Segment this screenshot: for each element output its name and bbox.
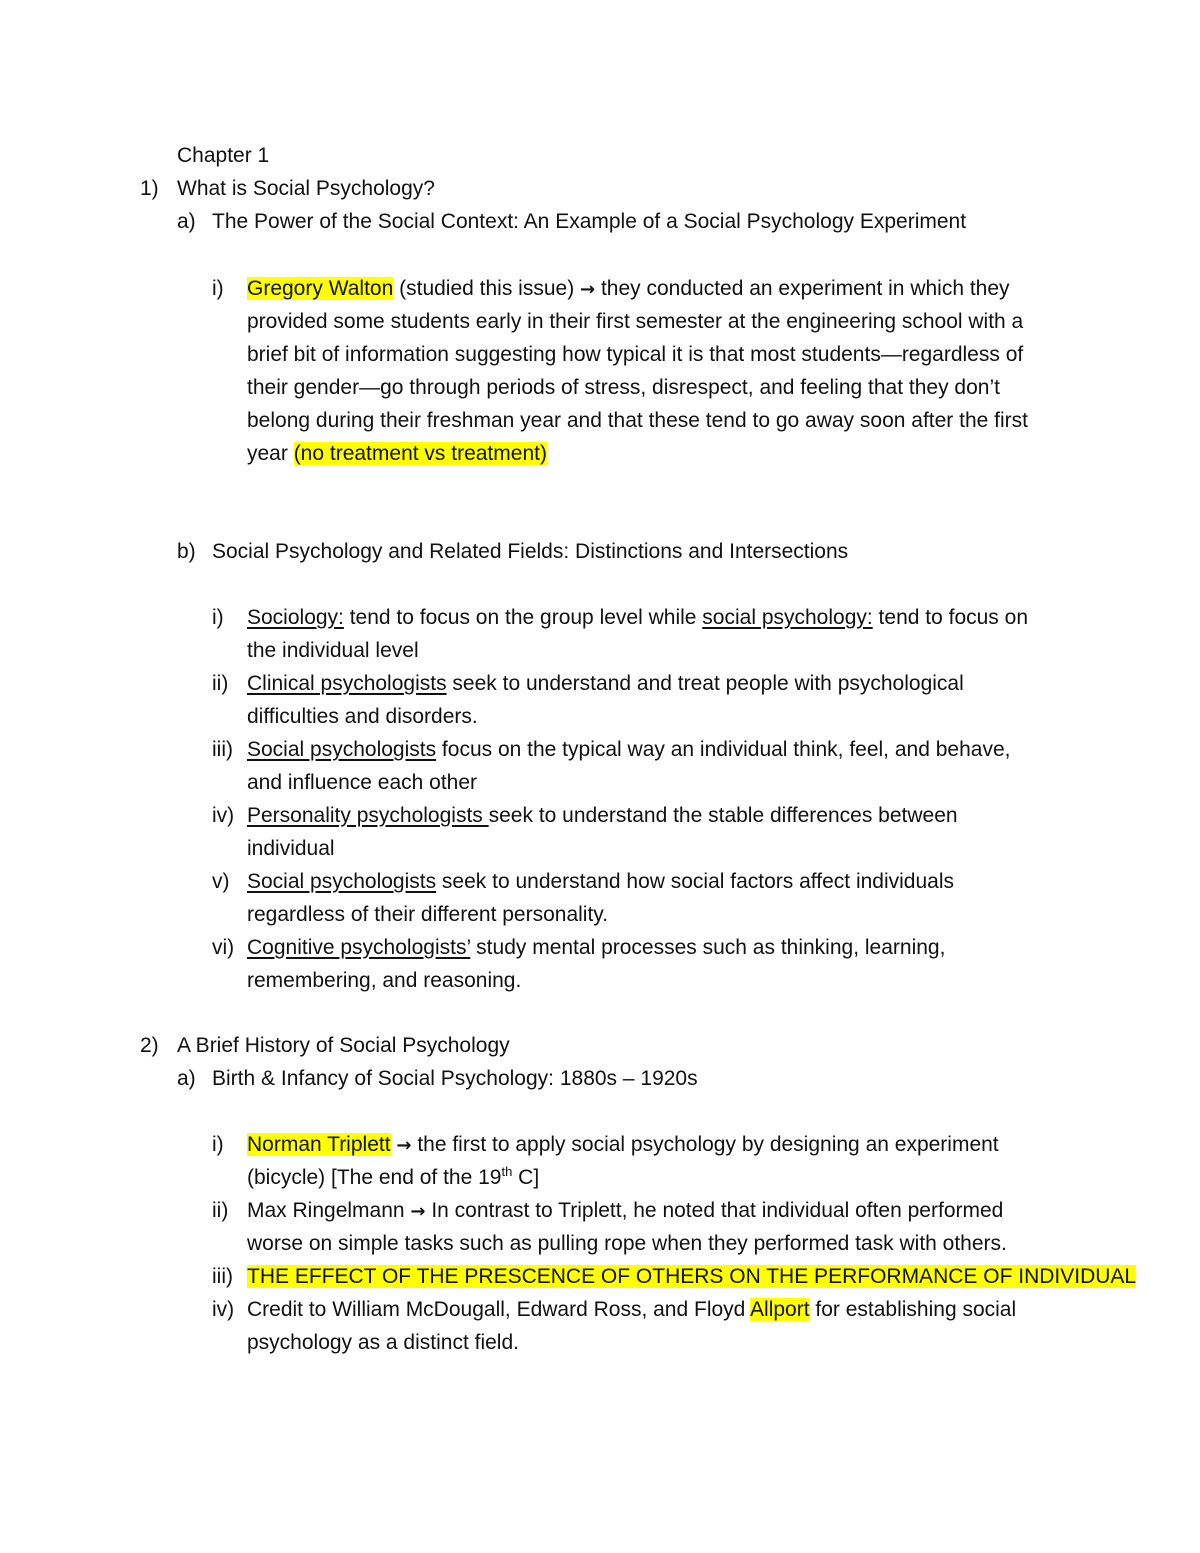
item-1a-i-line3: brief bit of information suggesting how typical it is that most students—regardless of xyxy=(247,343,1024,366)
highlight-gregory-walton: Gregory Walton xyxy=(247,277,394,300)
item-2a-iii-marker: iii) xyxy=(212,1265,233,1288)
item-1b-v-line2: regardless of their different personality. xyxy=(247,903,609,926)
item-1b-iii-marker: iii) xyxy=(212,738,233,761)
item-text: Max Ringelmann xyxy=(247,1199,411,1222)
item-1b-iv-marker: iv) xyxy=(212,804,235,827)
item-1b-vi-line1 xyxy=(247,933,945,963)
item-text: they conducted an experiment in which they xyxy=(595,277,1010,300)
item-2a-iv-line1 xyxy=(247,1295,1016,1325)
superscript: th xyxy=(501,1164,513,1179)
underlined-term: social psychology: xyxy=(702,606,873,629)
item-text: year xyxy=(247,442,294,465)
item-text: the first to apply social psychology by designing an experiment xyxy=(411,1133,999,1156)
item-1b-iv-line1 xyxy=(247,801,958,831)
item-2a-ii-line2: worse on simple tasks such as pulling rope when they performed task with others. xyxy=(247,1232,1007,1255)
item-text: seek to understand and treat people with psychological xyxy=(446,672,964,695)
underlined-term: Social psychologists xyxy=(247,738,437,761)
arrow-icon: → xyxy=(580,279,596,300)
item-1b-iii-line1 xyxy=(247,735,1010,765)
section-2-number: 2) xyxy=(140,1034,159,1057)
item-1b-ii-line2: difficulties and disorders. xyxy=(247,705,478,728)
item-text: seek to understand the stable differences between xyxy=(488,804,958,827)
arrow-icon: → xyxy=(410,1201,426,1222)
chapter-heading: Chapter 1 xyxy=(177,144,270,167)
item-2a-i-line2 xyxy=(247,1163,539,1193)
highlight-allport: Allport xyxy=(750,1298,810,1321)
item-1a-i-line6 xyxy=(247,439,547,469)
item-text: tend to focus on the group level while xyxy=(343,606,703,629)
underlined-term: Personality psychologists xyxy=(247,804,489,827)
arrow-icon: → xyxy=(396,1135,412,1156)
item-2a-i-line1 xyxy=(247,1130,999,1161)
item-1a-i-line5: belong during their freshman year and that these tend to go away soon after the first xyxy=(247,409,1028,432)
underlined-term: Clinical psychologists xyxy=(247,672,447,695)
item-2a-iii-line1 xyxy=(247,1262,1136,1292)
item-2a-ii-line1 xyxy=(247,1196,1003,1227)
section-2-title: A Brief History of Social Psychology xyxy=(177,1034,510,1057)
item-1b-ii-marker: ii) xyxy=(212,672,229,695)
item-1b-vi-marker: vi) xyxy=(212,936,235,959)
subsection-1a-marker: a) xyxy=(177,210,196,233)
underlined-term: Social psychologists xyxy=(247,870,437,893)
item-text: tend to focus on xyxy=(872,606,1028,629)
highlight-treatment: (no treatment vs treatment) xyxy=(293,442,547,465)
item-text: study mental processes such as thinking, learning, xyxy=(470,936,946,959)
item-text: (studied this issue) xyxy=(393,277,581,300)
item-1b-i-line2: the individual level xyxy=(247,639,419,662)
underlined-term: Sociology: xyxy=(247,606,344,629)
item-2a-iv-marker: iv) xyxy=(212,1298,235,1321)
subsection-2a-marker: a) xyxy=(177,1067,196,1090)
subsection-1b-marker: b) xyxy=(177,540,196,563)
section-1-title: What is Social Psychology? xyxy=(177,177,435,200)
item-1a-i-line1 xyxy=(247,274,1010,305)
item-text: (bicycle) [The end of the 19 xyxy=(247,1166,502,1189)
item-2a-i-marker: i) xyxy=(212,1133,224,1156)
item-1b-v-line1 xyxy=(247,867,954,897)
item-1a-i-marker: i) xyxy=(212,277,224,300)
subsection-1b-title: Social Psychology and Related Fields: Distinctions and Intersections xyxy=(212,540,849,563)
item-1b-vi-line2: remembering, and reasoning. xyxy=(247,969,522,992)
item-text: In contrast to Triplett, he noted that individual often performed xyxy=(425,1199,1004,1222)
subsection-1a-title: The Power of the Social Context: An Example of a Social Psychology Experiment xyxy=(212,210,967,233)
item-text: C] xyxy=(512,1166,540,1189)
item-text: focus on the typical way an individual think, feel, and behave, xyxy=(436,738,1011,761)
highlight-norman-triplett: Norman Triplett xyxy=(247,1133,391,1156)
item-2a-iv-line2: psychology as a distinct field. xyxy=(247,1331,519,1354)
item-text: seek to understand how social factors affect individuals xyxy=(436,870,954,893)
item-1b-iv-line2: individual xyxy=(247,837,335,860)
section-1-number: 1) xyxy=(140,177,159,200)
item-1b-i-line1 xyxy=(247,603,1028,633)
item-1b-iii-line2: and influence each other xyxy=(247,771,478,794)
highlight-effect-of-others: THE EFFECT OF THE PRESCENCE OF OTHERS ON THE PERFORMANCE OF INDIVIDUAL xyxy=(247,1265,1137,1288)
item-1a-i-line4: their gender—go through periods of stress, disrespect, and feeling that they don’t xyxy=(247,376,1000,399)
underlined-term: Cognitive psychologists’ xyxy=(247,936,471,959)
item-text: for establishing social xyxy=(809,1298,1017,1321)
item-1b-ii-line1 xyxy=(247,669,964,699)
item-1b-i-marker: i) xyxy=(212,606,224,629)
item-2a-ii-marker: ii) xyxy=(212,1199,229,1222)
item-text: Credit to William McDougall, Edward Ross, and Floyd xyxy=(247,1298,751,1321)
subsection-2a-title: Birth & Infancy of Social Psychology: 1880s – 1920s xyxy=(212,1067,698,1090)
item-1a-i-line2: provided some students early in their first semester at the engineering school with a xyxy=(247,310,1024,333)
item-1b-v-marker: v) xyxy=(212,870,230,893)
